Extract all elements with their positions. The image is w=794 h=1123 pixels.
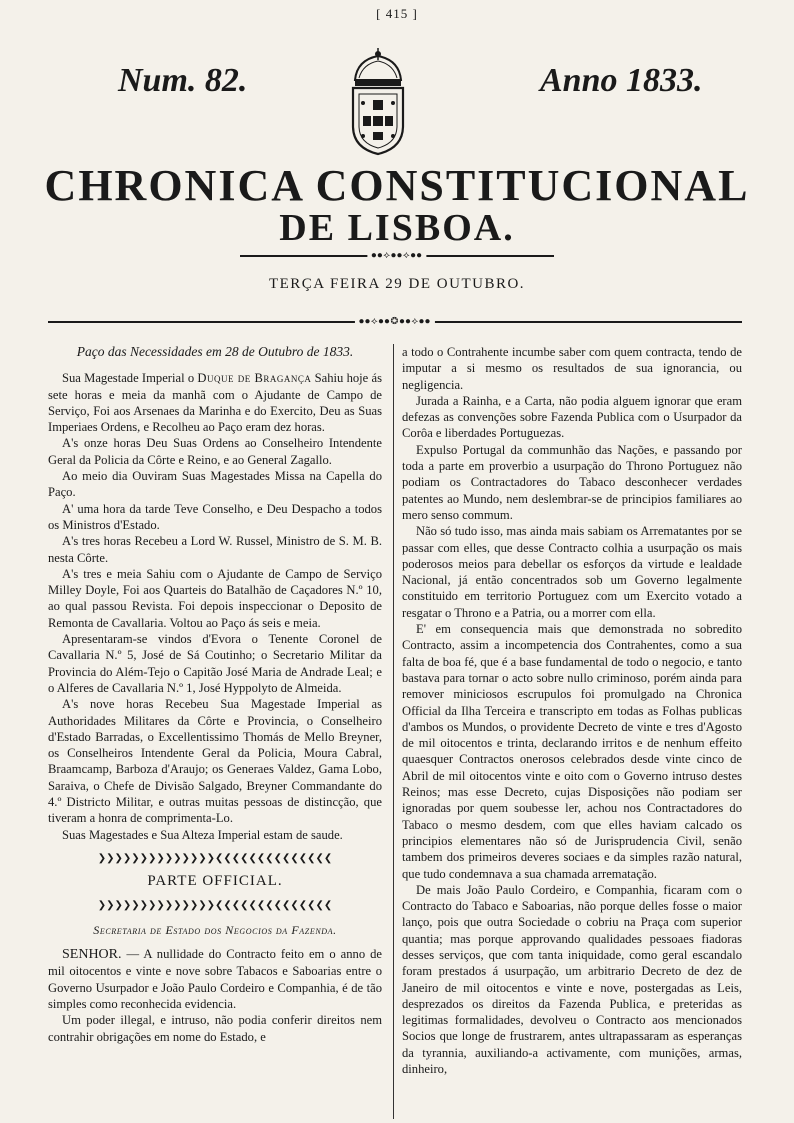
paragraph: Ao meio dia Ouviram Suas Magestades Missa na Capella do Paço. [48, 469, 382, 500]
issue-date: TERÇA FEIRA 29 DE OUTUBRO. [268, 276, 526, 292]
masthead-title-line1: CHRONICA CONSTITUCIONAL [44, 161, 750, 210]
paragraph: A's nove horas Recebeu Sua Magestade Imperial as Authoridades Militares da Côrte e Provincia, o Conselheiro d'Estado Barradas, o Excellentissimo Thomás de Mello Breyner, os Conselheiros Intendente Geral da Policia, Moura Cabral, Braamcamp, Barboza d'Araujo; os Generaes Valdez, Gama Lobo, Saraiva, o Chefe de Divisão Salgado, Breyner Commandante do 4.º Districto Militar, e outras muitas pessoas de distincção, que tiveram a honra de comprimenta-Lo. [48, 697, 382, 826]
paragraph: A's onze horas Deu Suas Ordens ao Conselheiro Intendente Geral da Policia da Côrte e Reino, e ao General Zagallo. [48, 436, 382, 467]
issue-number: Num. 82. [118, 62, 248, 99]
ministry-heading: Secretaria de Estado dos Negocios da Fazenda. [93, 922, 337, 937]
paragraph: Não só tudo isso, mas ainda mais sabiam os Arrematantes por se passar com elles, que desse Contracto colhia a usurpação os mais poderosos meios para debellar os esforços da virtude e lealdade Nacional, já então concentrados sob um Governo legalmente constituido em territorio Portuguez com um Exercito votado a resgatar o Throno e a Patria, ou a morrer com ella. [402, 524, 742, 620]
paragraph: SENHOR. — A nullidade do Contracto feito em o anno de mil oitocentos e vinte e nove sobre Tabacos e Saboarias entre o Governo Usurpador e João Paulo Cordeiro e Companhia, é de tão simples como reconhecida evidencia. [48, 947, 382, 1011]
left-column [48, 344, 382, 1045]
paragraph: Expulso Portugal da communhão das Nações, e passando por toda a parte em proverbio a usurpação do Throno Portuguez não podiam os Contractadores do Tabaco desconhecer verdades patentes ao Mundo, nem deslembrar-se de principios familiares ao mero senso commum. [402, 442, 742, 522]
paragraph: Apresentaram-se vindos d'Evora o Tenente Coronel de Cavallaria N.º 5, José de Sá Coutinho; o Secretario Militar da Provincia do Além-Tejo o Capitão José Maria de Andrade Leal; e o Alferes de Cavallaria N.º 1, José Hyppolyto de Almeida. [48, 632, 382, 695]
paragraph: A' uma hora da tarde Teve Conselho, e Deu Despacho a todos os Ministros d'Estado. [48, 501, 382, 532]
paragraph: E' em consequencia mais que demonstrada no sobredito Contracto, assim a incompetencia dos Contrahentes, como a sua falta de boa fé, que é a base fundamental de todo o negocio, e tanto bastava para tornar o acto sobre nullo criminoso, porém ainda para remover miniciosos escrupulos foi promulgado na Chronica Official da Ilha Terceira e transcripto em todas as Folhas publicas d'ambos os Mundos, o providente Decreto de vinte e tres d'Agosto de mil oitocentos e trinta, declarando irritos e de nenhum effeito quaesquer Contractos onerosos celebrados desde vinte cinco de Abril de mil oitocentos vinte e oito com o Governo intruso destes Reinos; mas esse Decreto, cujas Disposições não podiam ser ignoradas por quem soubesse ler, achou nos Contractadores do Tabaco o mesmo desdem, com que elles haviam calcado os principios elementares não só de Jurisprudencia Civil, senão tambem dos primeiros deveres sociaes e da simples razão natural, que tudo condemnava a sua chamada arrematação. [402, 622, 742, 881]
masthead [0, 48, 794, 158]
coat-of-arms-icon [343, 48, 413, 158]
decorative-rule: ❯❯❯❯❯❯❯❯❯❯❯❯❯❯❮❮❮❮❮❮❮❮❮❮❮❮❮❮ [97, 852, 333, 864]
paragraph: a todo o Contrahente incumbe saber com quem contracta, tendo de imputar a si mesmo os resultados de sua ignorancia, ou negligencia. [402, 345, 742, 392]
paragraph: De mais João Paulo Cordeiro, e Companhia, ficaram com o Contracto do Tabaco e Saboarias, não porque delles fosse o maior lanço, pois que outra Sociedade o cobriu na Praça com superior quantia; mas porque approvando qualidades pessoaes fiadoras desses serviços, que com tanta iniquidade, como geral escandalo foram prestados á usurpação, um arbitrario Decreto de dez de Janeiro de mil oitocentos e vinte e nove, postergadas as Leis, desprezados os direitos da Fazenda Publica, e preteridas as legitimas formalidades, devolveu o Contracto aos mencionados Socios que longe de frustrarem, antes ultrapassaram as esperanças da tyrannia, auxiliando-a activamente, com munições, armas, dinheiro, [402, 882, 742, 1077]
paragraph: A's tres e meia Sahiu com o Ajudante de Campo de Serviço Milley Doyle, Foi aos Quarteis do Batalhão de Caçadores N.º 10, ao qual passou Revista. Foi depois inspeccionar o Deposito de Remonta de Cavallaria. Voltou ao Paço ás seis e meia. [48, 566, 382, 630]
paragraph: Suas Magestades e Sua Alteza Imperial estam de saude. [62, 827, 343, 842]
column-divider [393, 344, 394, 1119]
paragraph: A's tres horas Recebeu a Lord W. Russel, Ministro de S. M. B. nesta Côrte. [48, 534, 382, 565]
section-heading: PARTE OFFICIAL. [147, 873, 283, 890]
masthead-title-line2: DE LISBOA. [279, 207, 515, 249]
dateline: Paço das Necessidades em 28 de Outubro de 1833. [76, 344, 354, 359]
paragraph: Um poder illegal, e intruso, não podia conferir direitos nem contrahir obrigações em nome do Estado, e [48, 1013, 382, 1044]
decorative-rule: ❯❯❯❯❯❯❯❯❯❯❯❯❯❯❮❮❮❮❮❮❮❮❮❮❮❮❮❮ [97, 899, 333, 911]
right-column [402, 344, 742, 1077]
page-number: [ 415 ] [376, 6, 418, 21]
ornament-rule-large: ⦁⦁⟡⦁⦁❂⦁⦁⟡⦁⦁ [48, 316, 742, 328]
issue-year: Anno 1833. [540, 62, 703, 99]
paragraph: Sua Magestade Imperial o Duque de Bragança Sahiu hoje ás sete horas e meia da manhã com o Ajudante de Campo de Serviço, Foi aos Arsenaes da Marinha e do Exercito, Deu as Suas Imperiaes Ordens, e Recolheu ao Paço eram dez horas. [48, 371, 382, 435]
paragraph: Jurada a Rainha, e a Carta, não podia alguem ignorar que eram defezas as convenções sobre Fazenda Publica com o Usurpador da Corôa e liberdades Portuguezas. [402, 393, 742, 441]
ornament-rule-small: ⦁⦁⟡⦁⦁⟡⦁⦁ [240, 250, 554, 262]
